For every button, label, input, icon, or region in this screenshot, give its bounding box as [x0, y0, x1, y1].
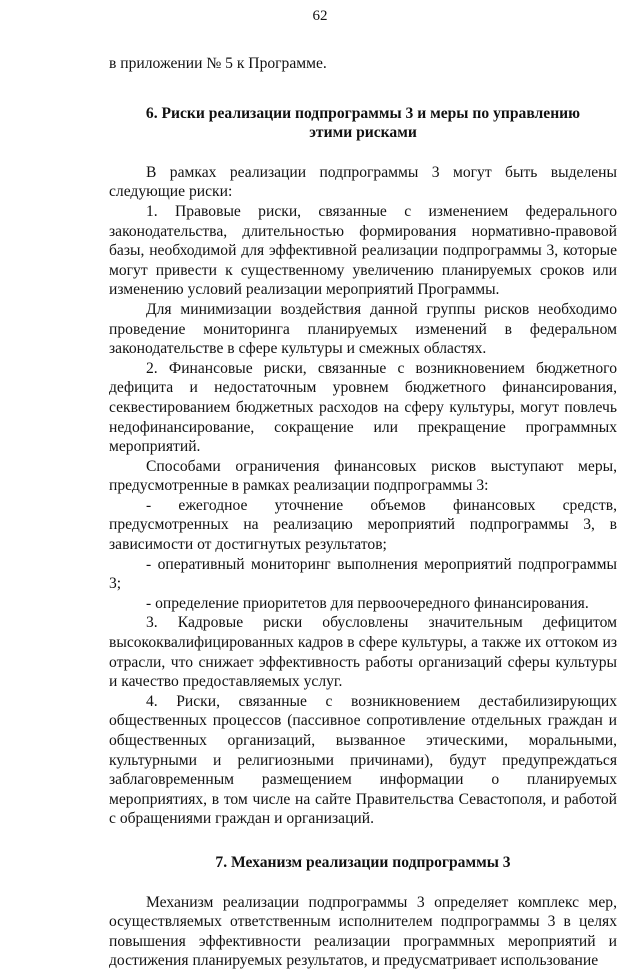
document-body	[109, 54, 617, 971]
list-item: - определение приоритетов для первоочередного финансирования.	[146, 594, 589, 612]
spacer	[109, 143, 617, 163]
list-item: - ежегодное уточнение объемов финансовых средств, предусмотренных на реализацию мероприятий подпрограммы 3, в зависимости от достигнутых результатов;	[109, 496, 617, 554]
paragraph: Механизм реализации подпрограммы 3 определяет комплекс мер, осуществляемых ответственным исполнителем подпрограммы 3 в целях повышения эффективности реализации программных мероприятий и достижения планируемых результатов, и предусматривает использование	[109, 893, 617, 970]
intro-line: в приложении № 5 к Программе.	[109, 55, 327, 72]
page-number: 62	[312, 8, 328, 24]
paragraph: В рамках реализации подпрограммы 3 могут быть выделены следующие риски:	[109, 163, 617, 201]
section-6-heading: 6. Риски реализации подпрограммы 3 и меры по управлению этими рисками	[145, 104, 581, 142]
paragraph: Для минимизации воздействия данной группы рисков необходимо проведение мониторинга планируемых изменений в федеральном законодательстве в сфере культуры и смежных областях.	[109, 300, 617, 358]
list-item: - оперативный мониторинг выполнения мероприятий подпрограммы 3;	[109, 555, 617, 593]
section-7-heading: 7. Механизм реализации подпрограммы 3	[215, 853, 511, 871]
paragraph: Способами ограничения финансовых рисков выступают меры, предусмотренные в рамках реализации подпрограммы 3:	[109, 457, 617, 495]
risk-item-legal: 1. Правовые риски, связанные с изменением федерального законодательства, длительностью формирования нормативно-правовой базы, необходимой для эффективной реализации подпрограммы 3, которые могут привести к существенному увеличению планируемых сроков или изменению условий реализации мероприятий Программы.	[109, 202, 617, 299]
risk-item-personnel: 3. Кадровые риски обусловлены значительным дефицитом высококвалифицированных кадров в сфере культуры, а также их оттоком из отрасли, что снижает эффективность работы организаций сферы культуры и качество предоставляемых услуг.	[109, 614, 617, 691]
risk-item-financial: 2. Финансовые риски, связанные с возникновением бюджетного дефицита и недостаточным уровнем бюджетного финансирования, секвестированием бюджетных расходов на сферу культуры, могут повлечь недофинансирование, сокращение или прекращение программных мероприятий.	[109, 359, 617, 456]
spacer	[109, 873, 617, 893]
risk-item-social: 4. Риски, связанные с возникновением дестабилизирующих общественных процессов (пассивное сопротивление отдельных граждан и общественных организаций, вызванное этическими, моральными, культурными и религиозными причинами), будут предупреждаться заблаговременным размещением информации о планируемых мероприятиях, в том числе на сайте Правительства Севастополя, и работой с обращениями граждан и организаций.	[109, 692, 617, 828]
